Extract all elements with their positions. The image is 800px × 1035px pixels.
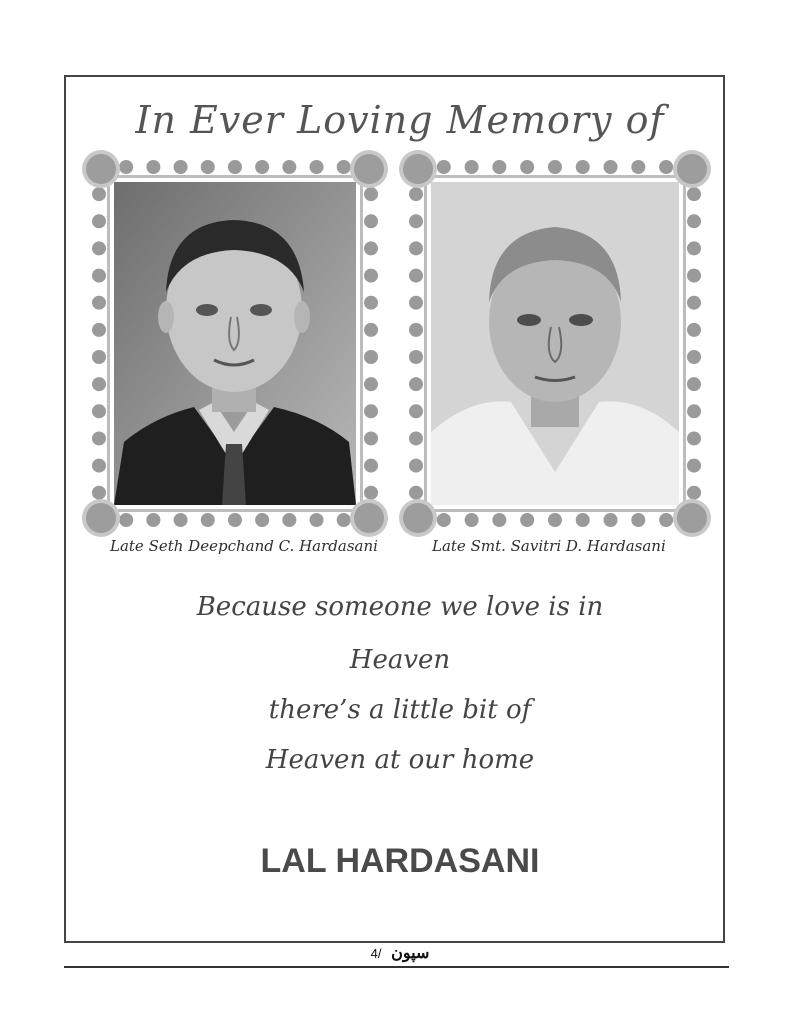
portrait-frame-right [409, 160, 701, 527]
page-number: 4/ [370, 946, 382, 961]
verse-line: Heaven at our home [265, 745, 535, 775]
star-border [92, 160, 378, 527]
corner-ornament [354, 154, 384, 184]
corner-ornament [403, 503, 433, 533]
corner-ornament [677, 503, 707, 533]
footer-rule [64, 966, 729, 968]
page-footer [0, 943, 800, 963]
star-border [409, 160, 701, 527]
verse-line: there’s a little bit of [268, 695, 532, 725]
corner-ornament [354, 503, 384, 533]
family-name: LAL HARDASANI [260, 842, 540, 880]
portrait-caption-left: Late Seth Deepchand C. Hardasani [110, 537, 378, 555]
verse-line: Because someone we love is in [196, 592, 604, 622]
memorial-heading: In Ever Loving Memory of [135, 98, 665, 142]
verse-line: Heaven [349, 645, 451, 675]
corner-ornament [86, 154, 116, 184]
portrait-caption-right: Late Smt. Savitri D. Hardasani [432, 537, 666, 555]
corner-ornament [677, 154, 707, 184]
publication-name: سپون [391, 945, 430, 962]
corner-ornament [403, 154, 433, 184]
corner-ornament [86, 503, 116, 533]
portrait-frame-left [92, 160, 378, 527]
